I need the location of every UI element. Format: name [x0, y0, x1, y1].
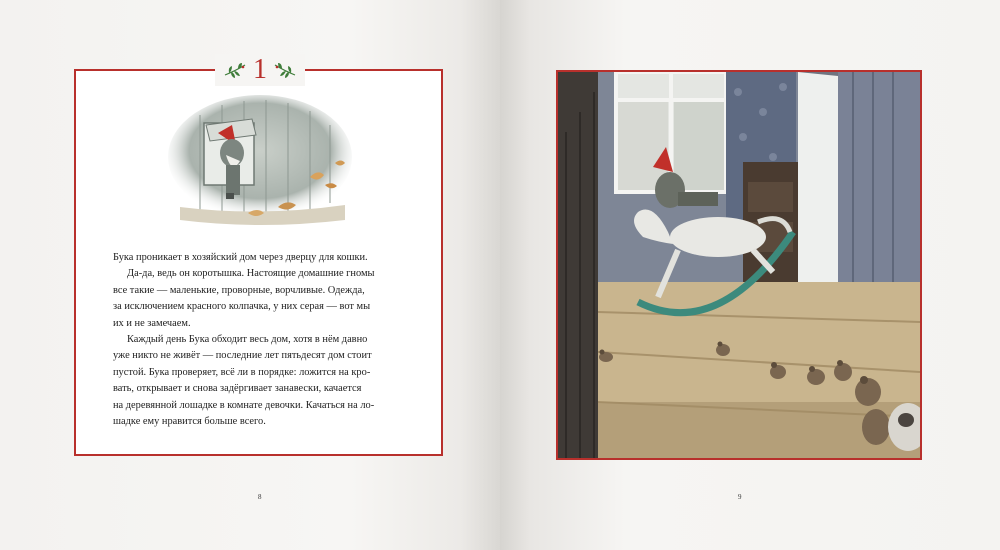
text-line: Каждый день Бука обходит весь дом, хотя в нём давно	[127, 334, 368, 346]
chapter-number: 1	[253, 54, 267, 85]
text-line: шадке ему нравится больше всего.	[113, 416, 266, 428]
chapter-heading	[215, 54, 305, 86]
text-line: Да-да, ведь он коротышка. Настоящие домашние гномы	[127, 268, 375, 280]
holly-sprig-left-icon	[223, 61, 247, 79]
paragraph-2	[113, 266, 406, 332]
illustration-art	[558, 72, 920, 458]
text-line: вать, открывает и снова задёргивает занавески, качается	[113, 383, 362, 395]
text-line: пустой. Бука проверяет, всё ли в порядке: ложится на кро-	[113, 366, 371, 378]
page-number-right: 9	[738, 493, 742, 501]
paragraph-3	[113, 332, 406, 430]
paragraph-1	[113, 250, 406, 266]
text-line: за исключением красного колпачка, у них серая — вот мы	[113, 301, 371, 313]
text-line: их и не замечаем.	[113, 317, 191, 329]
text-line: все такие — маленькие, проворные, ворчливые. Одежда,	[113, 284, 365, 296]
rocking-horse-illustration	[556, 70, 922, 460]
text-line: уже никто не живёт — последние лет пятьдесят дом стоит	[113, 350, 372, 362]
holly-sprig-right-icon	[273, 61, 297, 79]
text-line: на деревянной лошадке в комнате девочки. Качаться на ло-	[113, 399, 375, 411]
chapter-text	[113, 250, 406, 430]
page-number-left: 8	[258, 493, 262, 501]
gnome-cat-door-vignette	[160, 95, 360, 230]
text-line: Бука проникает в хозяйский дом через дверцу для кошки.	[113, 252, 368, 263]
